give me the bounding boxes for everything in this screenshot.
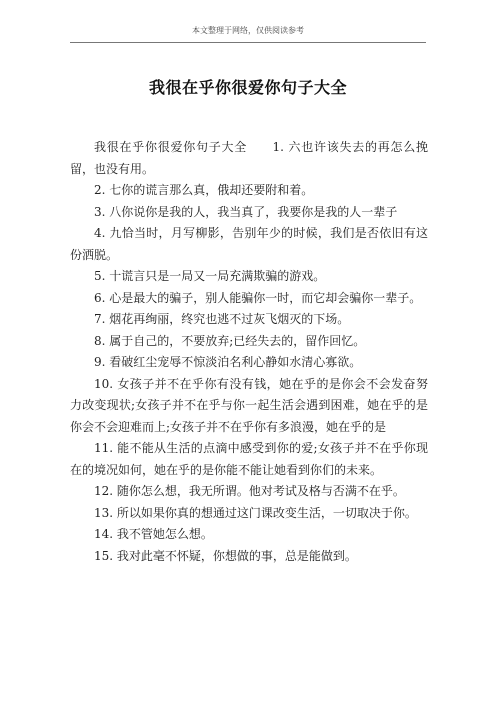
- paragraph-8: 8. 属于自己的，不要放弃;已经失去的，留作回忆。: [94, 333, 366, 348]
- page-header: [70, 24, 426, 43]
- paragraph-12: 12. 随你怎么想，我无所谓。他对考试及格与否满不在乎。: [94, 484, 405, 498]
- document-title: 我很在乎你很爱你句子大全: [148, 78, 347, 97]
- paragraph-9: 9. 看破红尘宠辱不惊淡泊名利心静如水清心寡欲。: [94, 355, 362, 369]
- paragraph-15: 15. 我对此毫不怀疑，你想做的事，总是能做到。: [94, 548, 357, 563]
- paragraph-11: 11. 能不能从生活的点滴中感受到你的爱;女孩子并不在乎你现在的境况如何，她在乎的是你能不能让她看到你们的未来。: [70, 441, 428, 477]
- paragraph-6: 6. 心是最大的骗子，别人能骗你一时，而它却会骗你一辈子。: [94, 290, 422, 305]
- paragraph-7: 7. 烟花再绚丽，终究也逃不过灰飞烟灭的下场。: [94, 312, 350, 326]
- paragraph-intro: 我很在乎你很爱你句子大全 1. 六也许该失去的再怎么挽留，也没有用。: [70, 140, 428, 176]
- paragraph-10: 10. 女孩子并不在乎你有没有钱，她在乎的是你会不会发奋努力改变现状;女孩子并不在乎与你一起生活会遇到困难，她在乎的是你会不会迎难而上;女孩子并不在乎你有多浪漫，她在乎的是: [70, 376, 428, 434]
- paragraph-4: 4. 九恰当时，月写柳影，告别年少的时候，我们是否依旧有这份洒脱。: [70, 226, 428, 262]
- paragraph-5: 5. 十谎言只是一局又一局充满欺骗的游戏。: [94, 269, 326, 283]
- header-note: 本文整理于网络，仅供阅读参考: [192, 26, 304, 35]
- paragraph-2: 2. 七你的谎言那么真，俄却还要附和着。: [94, 183, 314, 197]
- paragraph-3: 3. 八你说你是我的人，我当真了，我要你是我的人一辈子: [94, 204, 398, 219]
- paragraph-14: 14. 我不管她怎么想。: [94, 527, 213, 541]
- paragraph-13: 13. 所以如果你真的想通过这门课改变生活，一切取决于你。: [94, 505, 417, 520]
- document-body: [70, 137, 428, 567]
